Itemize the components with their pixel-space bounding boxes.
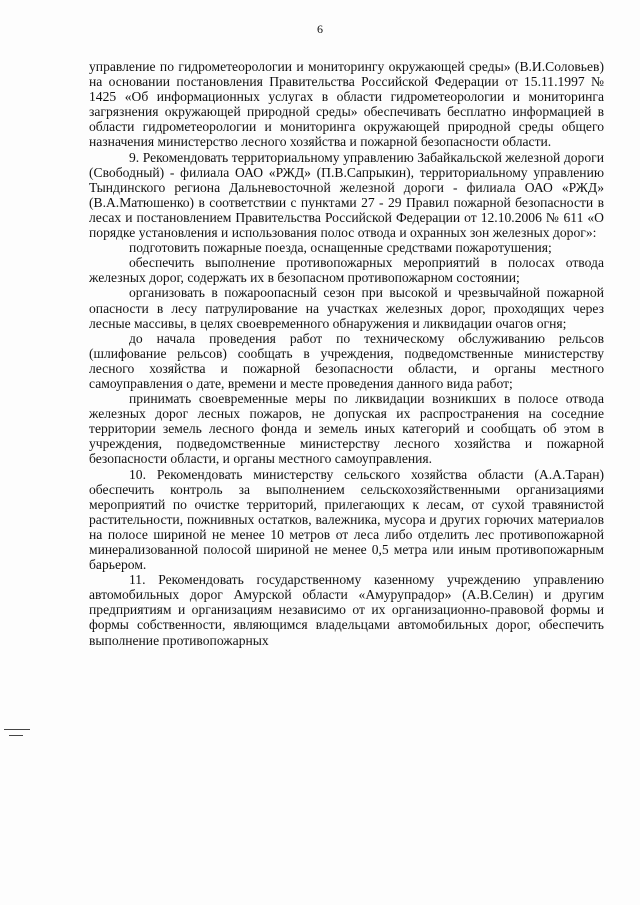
page-number: 6 [317,22,323,36]
paragraph-subitem-rail-grinding: до начала проведения работ по техническому обслуживанию рельсов (шлифование рельсов) сообщать в учреждения, подведомственные министерству лесного хозяйства и пожарной безопасности области, и органы местного самоуправления о дате, времени и месте проведения данного вида работ; [89,330,604,391]
paragraph-subitem-fire-trains: подготовить пожарные поезда, оснащенные средствами пожаротушения; [129,240,552,256]
paragraph-subitem-fire-suppression: принимать своевременные меры по ликвидации возникших в полосе отвода железных дорог лесных пожаров, не допуская их распространения на соседние территории земель лесного фонда и земель иных категорий и сообщать об этом в учреждения, подведомственные министерству лесного хозяйства и пожарной безопасности области, и органы местного самоуправления. [89,391,604,467]
paragraph-item-9: 9. Рекомендовать территориальному управлению Забайкальской железной дороги (Свободный) - филиала ОАО «РЖД» (П.В.Сапрыкин), территориальному управлению Тындинского региона Дальневосточной железной дороги - филиала ОАО «РЖД» (В.А.Матюшенко) в соответствии с пунктами 27 - 29 Правил пожарной безопасности в лесах и постановлением Правительства Российской Федерации от 12.10.2006 № 611 «О порядке установления и использования полос отвода и охранных зон железных дорог»: [89,149,604,241]
paragraph-continuation: управление по гидрометеорологии и мониторингу окружающей среды» (В.И.Соловьев) на основании постановления Правительства Российской Федерации от 15.11.1997 № 1425 «Об информационных услугах в области гидрометеорологии и мониторинга загрязнения окружающей природной среды» обеспечивать бесплатно информацией в области гидрометеорологии и мониторинга окружающей природной среды общего назначения министерство лесного хозяйства и пожарной безопасности области. [89,59,604,150]
document-body [89,59,604,648]
paragraph-item-10: 10. Рекомендовать министерству сельского хозяйства области (А.А.Таран) обеспечить контроль за выполнением сельскохозяйственными организациями мероприятий по очистке территорий, прилегающих к лесам, от сухой травянистой растительности, пожнивных остатков, валежника, мусора и других горючих материалов на полосе шириной не менее 10 метров от леса либо отделить лес противопожарной минерализованной полосой шириной не менее 0,5 метра или иным противопожарным барьером. [89,466,604,573]
paragraph-subitem-right-of-way: обеспечить выполнение противопожарных мероприятий в полосах отвода железных дорог, содержать их в безопасном противопожарном состоянии; [89,255,604,286]
margin-scan-mark [4,729,30,730]
paragraph-item-11: 11. Рекомендовать государственному казенному учреждению управлению автомобильных дорог Амурской области «Амурупрадор» (А.В.Селин) и другим предприятиям и организациям независимо от их организационно-правовой формы и формы собственности, являющимся владельцами автомобильных дорог, обеспечить выполнение противопожарных [89,572,604,648]
paragraph-subitem-patrol: организовать в пожароопасный сезон при высокой и чрезвычайной пожарной опасности в лесу патрулирование на участках железных дорог, проходящих через лесные массивы, в целях своевременного обнаружения и ликвидации очагов огня; [89,285,604,331]
margin-scan-mark [9,735,23,736]
